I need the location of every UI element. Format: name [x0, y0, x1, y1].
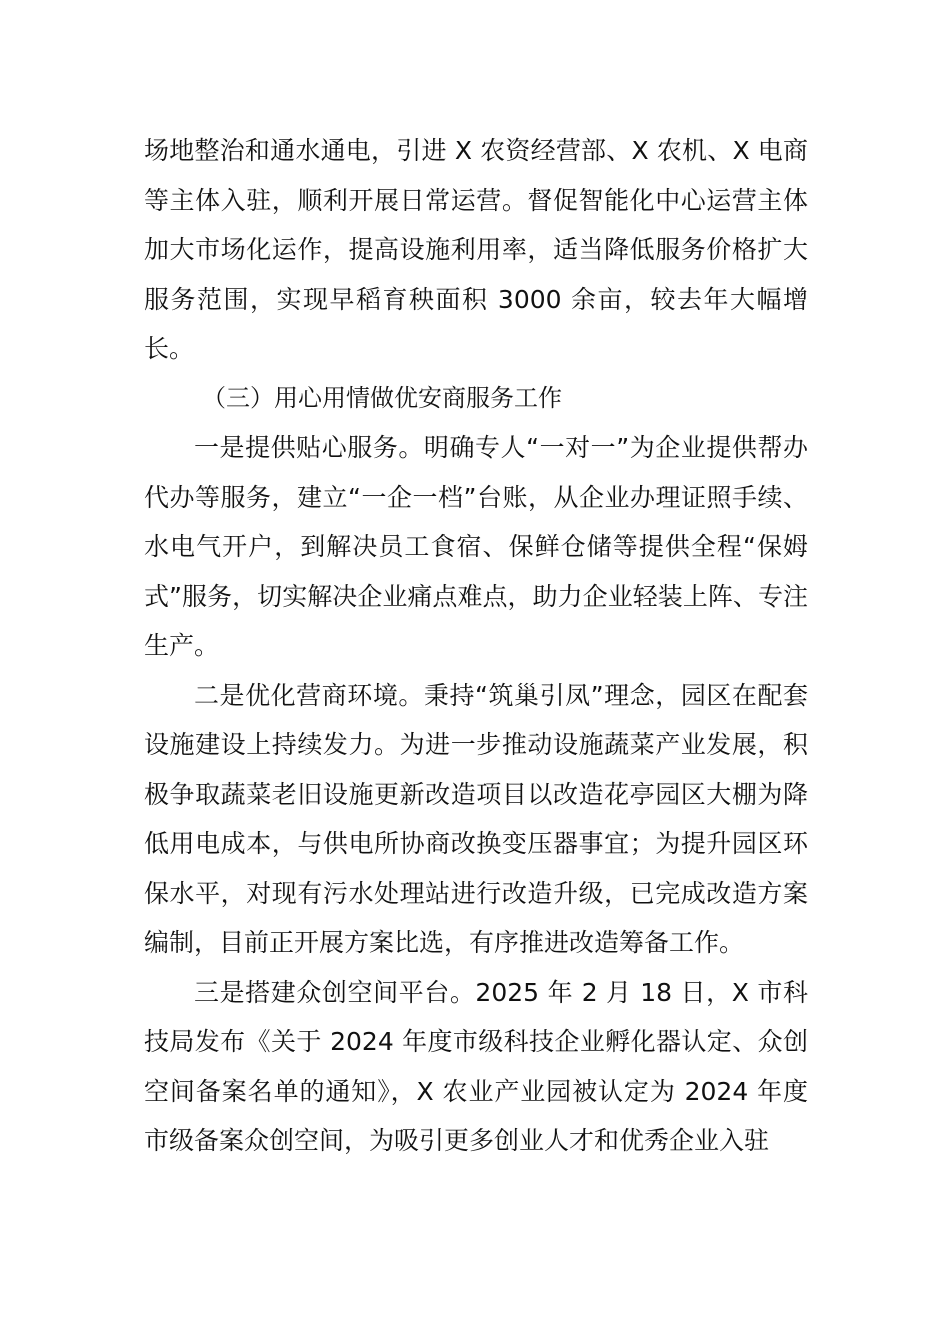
paragraph-service: 一是提供贴心服务。明确专人“一对一”为企业提供帮办代办等服务，建立“一企一档”台账，从企业办理证照手续、水电气开户，到解决员工食宿、保鲜仓储等提供全程“保姆式”服务，切实解决企业痛点难点，助力企业轻装上阵、专注生产。 — [144, 433, 808, 660]
document-body — [144, 126, 808, 1166]
paragraph-continuation: 场地整治和通水通电，引进 X 农资经营部、X 农机、X 电商等主体入驻，顺利开展日常运营。督促智能化中心运营主体加大市场化运作，提高设施利用率，适当降低服务价格扩大服务范围，实现早稻育秧面积 3000 余亩，较去年大幅增长。 — [144, 136, 808, 363]
paragraph-environment: 二是优化营商环境。秉持“筑巢引凤”理念，园区在配套设施建设上持续发力。为进一步推动设施蔬菜产业发展，积极争取蔬菜老旧设施更新改造项目以改造花亭园区大棚为降低用电成本，与供电所协商改换变压器事宜；为提升园区环保水平，对现有污水处理站进行改造升级，已完成改造方案编制，目前正开展方案比选，有序推进改造筹备工作。 — [144, 680, 808, 957]
section-heading: （三）用心用情做优安商服务工作 — [202, 383, 562, 412]
paragraph-platform: 三是搭建众创空间平台。2025 年 2 月 18 日，X 市科技局发布《关于 2024 年度市级科技企业孵化器认定、众创空间备案名单的通知》，X 农业产业园被认定为 2024 年度市级备案众创空间，为吸引更多创业人才和优秀企业入驻 — [144, 977, 808, 1155]
